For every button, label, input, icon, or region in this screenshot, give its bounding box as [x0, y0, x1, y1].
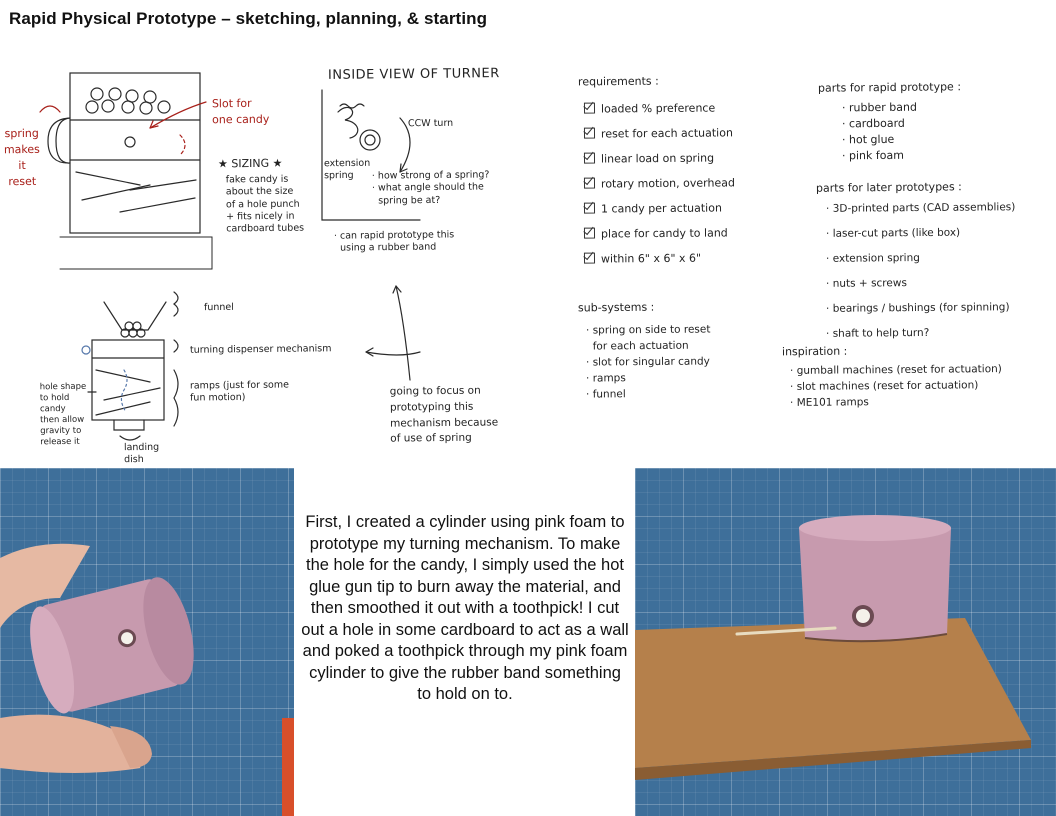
- spring-questions: · how strong of a spring? · what angle should the spring be at?: [371, 169, 490, 207]
- checkbox-checked-icon: [584, 253, 595, 264]
- rapid-part-item-text: · cardboard: [841, 116, 905, 131]
- subsystems-heading: sub-systems :: [577, 300, 655, 315]
- subsystems-list: [586, 322, 710, 402]
- requirements-heading: requirements :: [577, 74, 659, 89]
- page-title: Rapid Physical Prototype – sketching, planning, & starting: [9, 9, 488, 28]
- lower-dispenser-drawing: [82, 292, 178, 440]
- rapid-part-item-text: · hot glue: [841, 132, 895, 147]
- inspiration-item: [790, 361, 1002, 379]
- requirement-item: [584, 170, 735, 196]
- requirements-list: [584, 96, 735, 271]
- rapid-part-item: [842, 100, 917, 117]
- later-part-item: [826, 295, 1016, 322]
- hole-shape-note: hole shape to hold candy then allow gravity to release it: [39, 381, 87, 448]
- parts-later-heading: parts for later prototypes :: [815, 180, 962, 195]
- dispenser-box-drawing: [48, 73, 212, 269]
- requirement-item: [584, 95, 735, 121]
- subsystem-item-text: · funnel: [585, 388, 626, 401]
- checkbox-checked-icon: [584, 103, 595, 114]
- later-part-item: [826, 245, 1016, 272]
- subsystem-item-text: · ramps: [585, 372, 626, 385]
- landing-dish-label: landing dish: [123, 441, 160, 466]
- funnel-label: funnel: [203, 301, 234, 314]
- requirement-item: [584, 145, 735, 171]
- later-part-item-text: · bearings / bushings (for spinning): [825, 301, 1010, 315]
- inspiration-item-text: · gumball machines (reset for actuation): [789, 363, 1002, 377]
- parts-rapid-list: [842, 100, 917, 164]
- requirement-item-text: loaded % preference: [600, 101, 716, 116]
- later-part-item-text: · shaft to help turn?: [825, 326, 930, 340]
- subsystem-item: [586, 337, 711, 354]
- rapid-part-item: [842, 116, 917, 133]
- inspiration-item-text: · slot machines (reset for actuation): [789, 379, 979, 393]
- checkbox-checked-icon: [584, 153, 595, 164]
- mechanism-label: turning dispenser mechanism: [189, 343, 332, 356]
- parts-later-list: [826, 196, 1015, 346]
- inspiration-item: [790, 393, 1002, 411]
- description-text: First, I created a cylinder using pink foam to prototype my turning mechanism. To make the hole for the candy, I simply used the hot glue gun tip to burn away the material, and then smoothed it out with a toothpick! I cut out a hole in some cardboard to act as a wall and poked a toothpick through my pink foam cylinder to give the rubber band something to hold on to.: [301, 513, 629, 703]
- requirement-item: [584, 245, 735, 271]
- focus-note: going to focus on prototyping this mechanism because of use of spring: [389, 384, 499, 445]
- later-part-item: [826, 320, 1016, 347]
- rapid-part-item: [842, 148, 917, 165]
- requirement-item: [584, 120, 735, 146]
- inspiration-item: [790, 377, 1002, 395]
- requirement-item-text: place for candy to land: [600, 226, 728, 241]
- requirement-item: [584, 195, 735, 221]
- rapid-part-item-text: · pink foam: [841, 148, 904, 163]
- requirement-item-text: within 6" x 6" x 6": [600, 251, 702, 266]
- requirement-item: [584, 220, 735, 246]
- inspiration-item-text: · ME101 ramps: [789, 396, 869, 409]
- ccw-turn-label: CCW turn: [407, 117, 454, 130]
- later-part-item-text: · nuts + screws: [825, 277, 907, 290]
- subsystem-item-text: · spring on side to reset: [585, 323, 711, 337]
- subsystem-item-text: for each actuation: [585, 339, 689, 353]
- subsystem-item: [586, 321, 711, 338]
- checkbox-checked-icon: [584, 228, 595, 239]
- rapid-part-item: [842, 132, 917, 149]
- cardboard-prototype-illustration: [635, 468, 1056, 816]
- ramps-label: ramps (just for some fun motion): [189, 379, 289, 404]
- later-part-item: [826, 270, 1016, 297]
- rubber-band-note: · can rapid prototype this using a rubber band: [333, 229, 455, 254]
- requirement-item-text: reset for each actuation: [600, 126, 733, 141]
- slot-label: Slot for one candy: [211, 96, 270, 127]
- checkbox-checked-icon: [584, 203, 595, 214]
- later-part-item-text: · extension spring: [825, 252, 920, 265]
- checkbox-checked-icon: [584, 128, 595, 139]
- requirement-item-text: rotary motion, overhead: [600, 176, 735, 191]
- subsystem-item-text: · slot for singular candy: [585, 355, 710, 369]
- requirement-item-text: linear load on spring: [600, 151, 715, 166]
- later-part-item-text: · laser-cut parts (like box): [825, 226, 961, 240]
- sizing-note: fake candy is about the size of a hole punch + fits nicely in cardboard tubes: [225, 173, 305, 235]
- later-part-item-text: · 3D-printed parts (CAD assemblies): [825, 201, 1016, 215]
- later-part-item: [826, 220, 1016, 247]
- inspiration-heading: inspiration :: [781, 344, 848, 359]
- later-part-item: [826, 195, 1016, 222]
- extension-spring-label: extension spring: [323, 157, 371, 182]
- photo-foam-cylinder-in-hand: [0, 468, 294, 816]
- spring-reset-label: spring makes it reset: [3, 126, 40, 188]
- requirement-item-text: 1 candy per actuation: [600, 201, 722, 216]
- inspiration-list: [790, 362, 1002, 410]
- foam-cylinder-illustration: [0, 468, 294, 816]
- subsystem-item: [586, 353, 711, 370]
- subsystem-item: [586, 385, 711, 402]
- inside-view-heading: INSIDE VIEW OF TURNER: [327, 66, 500, 83]
- checkbox-checked-icon: [584, 178, 595, 189]
- sizing-heading: ★ SIZING ★: [217, 156, 283, 171]
- photo-foam-cylinder-on-cardboard: [635, 468, 1056, 816]
- parts-rapid-heading: parts for rapid prototype :: [817, 80, 962, 95]
- subsystem-item: [586, 369, 711, 386]
- sketch-page: [0, 40, 1056, 468]
- rapid-part-item-text: · rubber band: [841, 100, 917, 115]
